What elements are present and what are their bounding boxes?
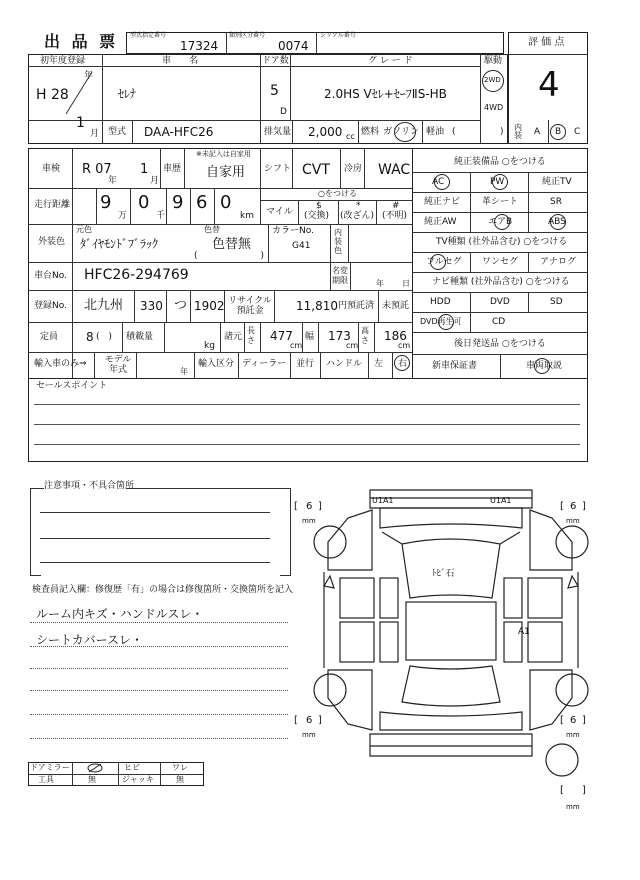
tire-depth-rear-left: 6 xyxy=(306,715,313,726)
mileage-digit-1: 9 xyxy=(100,192,112,213)
navi-title: ナビ種類 (社外品含む) ○をつける xyxy=(432,277,570,287)
doors-label: ドア数 xyxy=(262,56,289,66)
drive-label: 駆動 xyxy=(484,56,503,66)
inspection-year: R 07 xyxy=(82,162,112,177)
repaint-value: 色替無 xyxy=(212,237,252,252)
equip-abs-circle xyxy=(550,214,566,230)
equip-leather: 革シート xyxy=(482,197,519,207)
tire-depth-front-left: 6 xyxy=(306,501,313,512)
reg-class: 330 xyxy=(140,299,163,313)
reg-area: 北九州 xyxy=(84,298,124,313)
recycle-amount: 11,810 xyxy=(296,299,338,313)
navi-dvd: DVD xyxy=(490,297,510,307)
width-value: 173 xyxy=(328,329,351,343)
mark-u1a1-left: U1A1 xyxy=(372,496,394,505)
equip-navi: 純正ナビ xyxy=(424,197,461,207)
navi-dvd-playback: DVD再生可 xyxy=(420,317,462,326)
color-number: G41 xyxy=(292,241,311,251)
type-designation-value: 17324 xyxy=(180,39,219,53)
mark-a1: A1 xyxy=(518,627,530,637)
rating-value: 4 xyxy=(538,65,560,105)
form-title: 出 品 票 xyxy=(44,32,119,51)
equip-airbag-circle xyxy=(494,214,510,230)
sales-point-label: セールスポイント xyxy=(36,381,108,391)
caution-label: 注意事項・不具合箇所 xyxy=(44,481,135,491)
tv-fullseg: フルセグ xyxy=(426,257,462,267)
reg-kana: つ xyxy=(174,298,188,313)
mileage-digit-3: 9 xyxy=(172,192,184,213)
equip-ac: AC xyxy=(432,177,445,187)
ac-value: WAC xyxy=(378,162,411,178)
drive-4wd: 4WD xyxy=(484,103,504,112)
history-value: 自家用 xyxy=(206,165,246,180)
grade-value: 2.0HS Vｾﾚ+ｾｰﾌⅡS-HB xyxy=(324,87,447,101)
first-reg-era: H 28 xyxy=(36,87,69,103)
later-manual-circle xyxy=(534,358,550,374)
equip-pw-circle xyxy=(492,174,508,190)
later-title: 後日発送品 ○をつける xyxy=(454,339,546,349)
interior-grade-b: B xyxy=(555,127,562,137)
classification-label: 類別区分番号 xyxy=(229,32,266,39)
equip-abs: ABS xyxy=(548,217,566,227)
equip-ac-circle xyxy=(434,174,450,190)
tire-depth-rear-right: 6 xyxy=(570,715,577,726)
inspector-label: 検査員記入欄：修復歴「有」の場合は修復箇所・交換箇所を記入 xyxy=(32,585,294,595)
car-diagram xyxy=(300,480,600,780)
tv-title: TV種類 (社外品含む) ○をつける xyxy=(436,237,568,247)
mark-windshield: ﾄﾋﾞ石 xyxy=(432,569,455,579)
mileage-digit-2: 0 xyxy=(138,192,150,213)
length-value: 477 xyxy=(270,329,293,343)
original-color: ﾀﾞｲﾔﾓﾝﾄﾞﾌﾞﾗｯｸ xyxy=(80,237,159,251)
fuel-value: ガソリン xyxy=(383,127,420,137)
jack-value: 無 xyxy=(176,775,184,784)
model-value: DAA-HFC26 xyxy=(144,125,214,139)
classification-value: 0074 xyxy=(278,39,309,53)
equip-aw: 純正AW xyxy=(424,217,457,227)
mileage-digit-4: 6 xyxy=(196,192,208,213)
later-warranty: 新車保証書 xyxy=(432,361,478,371)
reg-number: 1902 xyxy=(194,299,225,313)
navi-sd: SD xyxy=(550,297,563,307)
mark-u1a1-right: U1A1 xyxy=(490,496,512,505)
displacement-value: 2,000 xyxy=(308,125,343,139)
rating-label: 評 価 点 xyxy=(528,37,565,48)
tools-value: 無 xyxy=(88,775,96,784)
grade-label: グ レ ー ド xyxy=(368,56,413,66)
tv-oneseg: ワンセグ xyxy=(482,257,519,267)
shift-value: CVT xyxy=(302,162,330,178)
inspection-month: 1 xyxy=(140,162,149,177)
car-name-label: 車 名 xyxy=(162,56,199,66)
tv-fullseg-circle xyxy=(430,254,446,270)
later-manual: 車両取説 xyxy=(526,361,563,371)
navi-cd: CD xyxy=(492,317,506,327)
interior-circle xyxy=(550,124,566,140)
handle-right: 右 xyxy=(398,359,408,369)
type-designation-label: 型式指定番号 xyxy=(130,32,167,39)
first-reg-label: 初年度登録 xyxy=(40,56,86,66)
doors-value: 5 xyxy=(270,83,279,99)
equip-pw: PW xyxy=(490,177,505,187)
handle-right-circle xyxy=(394,355,410,371)
remark-1: ルーム内キズ・ハンドルスレ・ xyxy=(36,607,204,621)
chassis-number: HFC26-294769 xyxy=(84,267,189,283)
tv-analog: アナログ xyxy=(540,257,577,267)
equip-tv: 純正TV xyxy=(542,177,572,187)
drive-2wd: 2WD xyxy=(484,76,501,84)
height-value: 186 xyxy=(384,329,407,343)
mileage-digit-5: 0 xyxy=(220,192,232,213)
equipment-title: 純正装備品 ○をつける xyxy=(454,157,546,167)
remark-2: シートカバースレ・ xyxy=(36,633,144,647)
fuel-circle xyxy=(394,122,416,142)
capacity-value: 8 xyxy=(86,330,94,344)
equip-sr: SR xyxy=(550,197,562,207)
car-name: ｾﾚﾅ xyxy=(118,87,137,101)
tire-depth-front-right: 6 xyxy=(570,501,577,512)
navi-dvd-circle xyxy=(438,314,454,330)
first-reg-month: 1 xyxy=(76,115,85,131)
serial-label: シリアル番号 xyxy=(320,32,356,39)
navi-hdd: HDD xyxy=(430,297,451,307)
equip-airbag: エアB xyxy=(488,217,513,227)
